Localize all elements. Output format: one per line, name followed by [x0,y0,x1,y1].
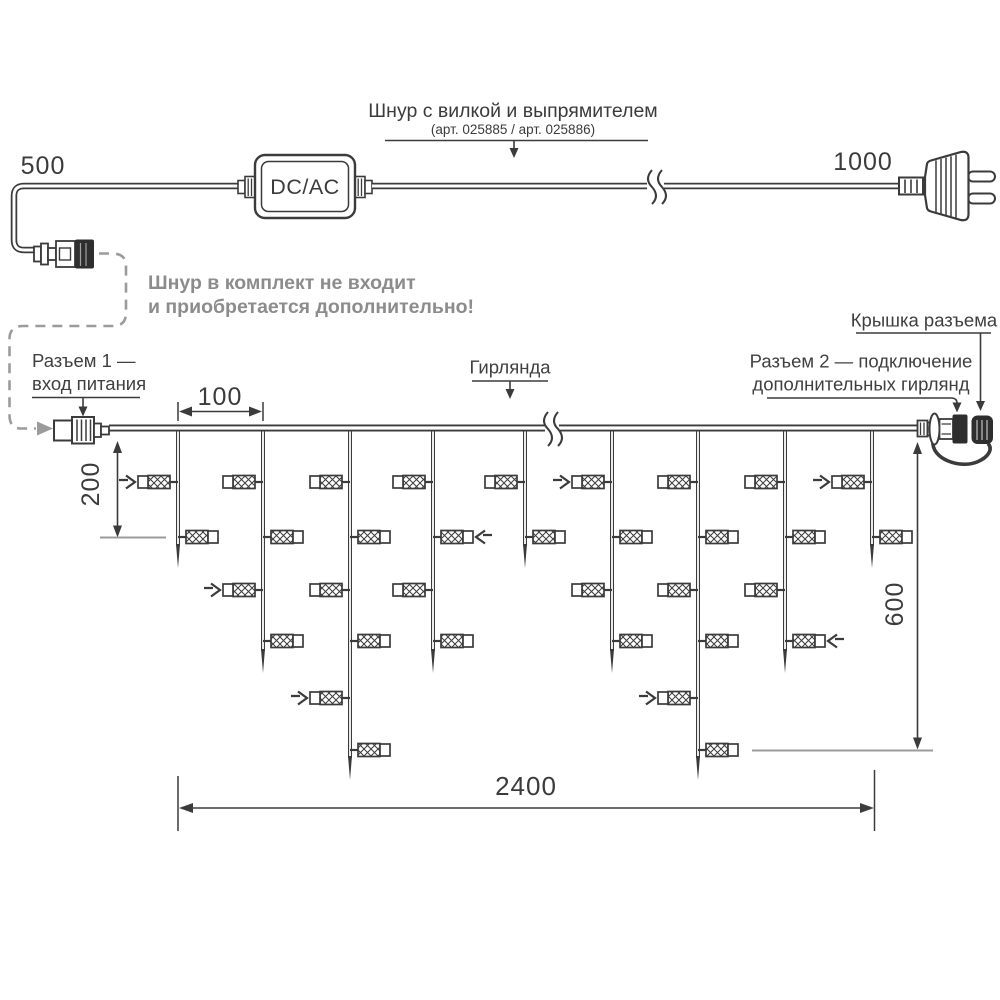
flashing-bulb-arrow-icon [553,476,569,489]
led-bulb-cap [310,692,320,704]
dashed-line [10,254,127,429]
led-bulb-body [148,476,170,489]
led-bulb-body [620,635,642,648]
led-bulb-cap [658,692,668,704]
led-bulb-cap [485,476,495,488]
flashing-bulb-arrow-icon [119,476,135,489]
not-included-note [148,272,474,318]
dimension-2400 [178,770,875,831]
led-bulb-body [668,476,690,489]
garland-label-text: Гирлянда [469,356,551,378]
led-bulb-body [358,531,380,544]
led-bulb-body [706,531,728,544]
drop-tip [176,544,180,568]
box-right-gland [365,181,372,194]
cord-subtitle-text: (арт. 025885 / арт. 025886) [430,122,596,137]
led-bulb-body [668,584,690,597]
connector-tip [34,247,41,262]
led-bulb-body [668,692,690,705]
connector2-barrel [940,419,954,439]
led-bulb-body [320,692,342,705]
connector1-socket-pin [101,427,109,435]
led-bulb-cap [310,476,320,488]
led-bulb-body [441,531,463,544]
power-plug [899,152,995,221]
cord-title-label [368,100,657,158]
cord-left-wire [14,186,240,250]
garland-wire [109,412,918,446]
plug-prong-top [968,172,995,182]
connector2-leader-line [767,398,957,403]
cap-arrowhead-icon [976,401,985,411]
drop-tip [610,649,614,673]
led-bulb-cap [463,635,473,647]
led-bulb-body [358,744,380,757]
dim-100-arrow-left-icon [179,407,192,417]
led-bulb-body [793,635,815,648]
led-bulb-cap [293,531,303,543]
dim-600-arrow-up-icon [913,442,922,454]
garland-label [469,357,551,400]
led-bulb-body [271,635,293,648]
cap-label-text: Крышка разъема [850,309,998,331]
flashing-bulb-arrow-icon [828,635,844,648]
led-bulb-body [320,584,342,597]
dim-2400-arrow-right-icon [860,803,874,813]
flashing-bulb-arrow-icon [639,692,655,705]
led-bulb-body [233,584,255,597]
led-bulb-cap [658,476,668,488]
garland-drops-layer [119,425,912,780]
dcac-converter [238,155,372,218]
led-bulb-cap [393,476,403,488]
led-bulb-cap [223,476,233,488]
connector1-label-line1: Разъем 1 — [32,350,136,371]
connector1-socket [94,424,101,438]
led-bulb-body [271,531,293,544]
garland-connector-1 [54,417,109,444]
drop-tip [523,544,527,568]
box-right-rib [355,177,365,198]
cord-left-wire [14,186,240,250]
led-bulb-cap [555,531,565,543]
led-bulb-cap [572,476,582,488]
led-bulb-cap [815,635,825,647]
box-left-gland [238,181,245,194]
led-bulb-body [495,476,517,489]
dim-1000-text: 1000 [833,148,893,176]
led-bulb-body [186,531,208,544]
led-bulb-cap [393,584,403,596]
box-left-rib [245,177,255,198]
led-bulb-body [620,531,642,544]
flashing-bulb-arrow-icon [476,531,492,544]
led-bulb-body [358,635,380,648]
led-bulb-body [755,476,777,489]
dimension-100 [178,383,263,421]
led-bulb-cap [310,584,320,596]
led-bulb-body [706,744,728,757]
connector2-gland [918,421,928,437]
led-bulb-body [320,476,342,489]
led-bulb-body [403,476,425,489]
drop-tip [261,649,265,673]
led-bulb-cap [832,476,842,488]
connector1-label [32,350,146,417]
power-cord-500 [14,186,240,250]
cap-strap [933,441,990,464]
led-bulb-cap [745,584,755,596]
dim-600-arrow-down-icon [913,738,922,750]
led-bulb-body [403,584,425,597]
led-bulb-cap [728,531,738,543]
power-cord-1000 [372,170,899,204]
note-line2-text: и приобретается дополнительно! [148,296,475,318]
connector2-flange [930,414,940,445]
led-bulb-cap [745,476,755,488]
led-bulb-cap [223,584,233,596]
led-bulb-body [441,635,463,648]
led-bulb-cap [815,531,825,543]
cord-title-arrowhead-icon [510,148,519,158]
dim-500-text: 500 [20,152,66,180]
led-bulb-body [755,584,777,597]
connector2-arrowhead-icon [953,403,962,413]
cord-break-mark-1 [648,170,656,204]
led-bulb-cap [728,635,738,647]
led-bulb-body [233,476,255,489]
dim-200-text: 200 [77,461,105,507]
dim-200-arrow-up-icon [113,441,122,453]
dashed-arrowhead-icon [37,422,53,436]
connector2-label-line2: дополнительных гирлянд [752,373,970,395]
drop-tip [348,756,352,780]
led-bulb-body [842,476,864,489]
led-bulb-body [582,476,604,489]
led-bulb-cap [208,531,218,543]
dashed-connection-path [10,254,127,436]
garland-arrowhead-icon [506,389,515,399]
note-line1-text: Шнур в комплект не входит [148,272,416,294]
dim-200-arrow-down-icon [113,526,122,538]
dim-600-text: 600 [881,581,909,627]
drop-tip [696,756,700,780]
drop-tip [870,544,874,568]
led-bulb-body [706,635,728,648]
dim-100-arrow-right-icon [249,407,262,417]
led-bulb-cap [728,744,738,756]
dim-2400-arrow-left-icon [179,803,193,813]
connector-collar [41,244,48,265]
led-bulb-cap [572,584,582,596]
drop-tip [783,649,787,673]
connector1-label-line2: вход питания [32,373,147,394]
dim-2400-text: 2400 [495,771,557,801]
led-bulb-cap [902,531,912,543]
led-bulb-cap [293,635,303,647]
led-bulb-body [880,531,902,544]
plug-prong-bottom [968,194,995,204]
connector1-arrowhead-icon [79,407,88,417]
connector2-label-line1: Разъем 2 — подключение [749,350,973,372]
flashing-bulb-arrow-icon [291,692,307,705]
garland-break-mark-1 [544,412,552,446]
connector2-label [750,351,973,413]
connector2-ribbed-end [953,415,968,444]
led-bulb-body [582,584,604,597]
flashing-bulb-arrow-icon [813,476,829,489]
led-bulb-cap [380,635,390,647]
led-bulb-body [533,531,555,544]
led-bulb-cap [642,635,652,647]
dim-100-text: 100 [197,383,243,411]
converter-label-text: DC/AC [270,175,340,199]
led-bulb-body [793,531,815,544]
drop-tip [431,649,435,673]
led-bulb-cap [380,744,390,756]
connector-neck [48,248,56,260]
cord-title-text: Шнур с вилкой и выпрямителем [368,100,658,122]
led-bulb-cap [380,531,390,543]
led-bulb-cap [138,476,148,488]
connector-ribbed-end [75,240,94,269]
led-bulb-cap [642,531,652,543]
flashing-bulb-arrow-icon [204,584,220,597]
led-bulb-cap [463,531,473,543]
led-bulb-cap [658,584,668,596]
dc-input-connector [34,240,94,269]
connector1-body [54,421,72,441]
garland-connector-2 [918,414,994,465]
connector-body-detail [60,248,71,260]
